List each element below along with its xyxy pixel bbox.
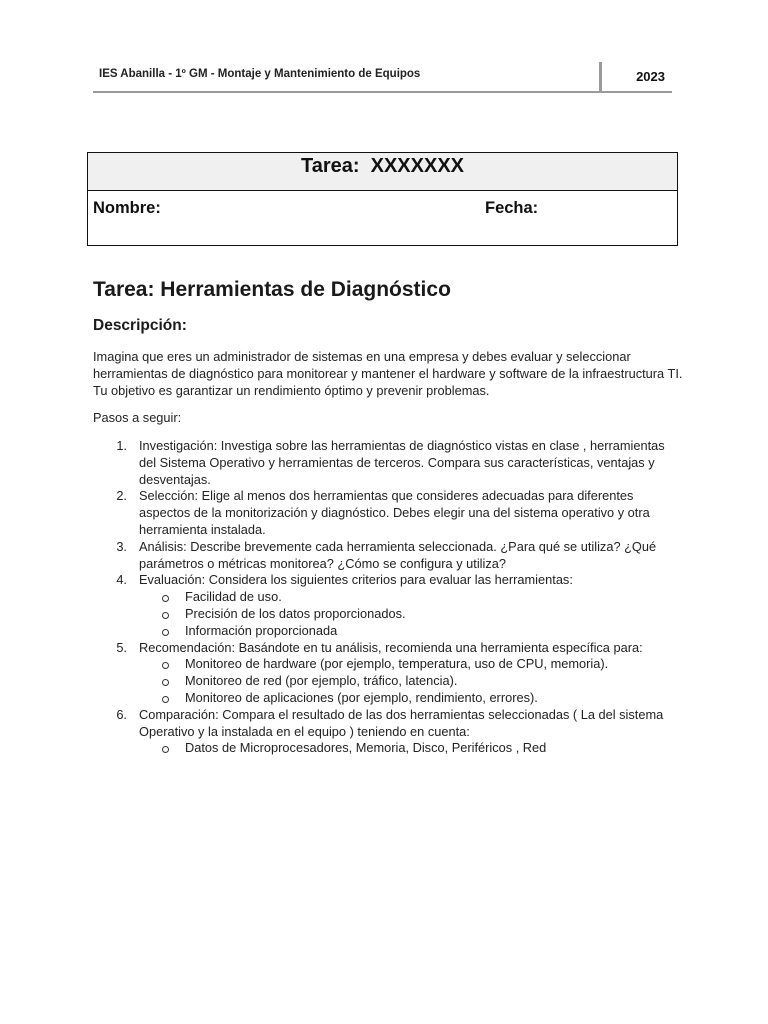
task-title: Tarea: XXXXXXX xyxy=(88,153,677,191)
step-item xyxy=(93,539,683,573)
step-item xyxy=(93,488,683,538)
step-text: Investigación: Investiga sobre las herramientas de diagnóstico vistas en clase , herramientas del Sistema Operativo y herramientas de terceros. Compara sus características, ventajas y desventajas. xyxy=(139,438,665,487)
sub-item xyxy=(139,589,683,606)
bullet-icon xyxy=(162,679,169,686)
header-divider xyxy=(599,62,602,91)
step-number: 4. xyxy=(116,572,127,588)
step-text: Recomendación: Basándote en tu análisis, recomienda una herramienta específica para: xyxy=(139,639,643,655)
step-text: Comparación: Compara el resultado de las dos herramientas seleccionadas ( La del sistema Operativo y la instalada en el equipo ) teniendo en cuenta: xyxy=(139,706,664,739)
sub-item xyxy=(139,606,683,623)
sub-list xyxy=(139,656,683,706)
sub-item-text: Monitoreo de hardware (por ejemplo, temperatura, uso de CPU, memoria). xyxy=(185,656,609,672)
step-item xyxy=(93,640,683,707)
task-fields-row xyxy=(88,191,677,246)
step-text: Análisis: Describe brevemente cada herramienta seleccionada. ¿Para qué se utiliza? ¿Qué parámetros o métricas monitorea? ¿Cómo se configura y utiliza? xyxy=(139,538,657,571)
step-text: Selección: Elige al menos dos herramientas que consideres adecuadas para diferentes aspectos de la monitorización y diagnóstico. Debes elegir una del sistema operativo y otra herramienta instalada. xyxy=(139,488,650,537)
steps-intro: Pasos a seguir: xyxy=(93,410,182,425)
step-number: 6. xyxy=(116,706,127,722)
name-label: Nombre: xyxy=(93,199,161,217)
sub-item xyxy=(139,690,683,707)
step-item xyxy=(93,707,683,757)
page-header xyxy=(93,62,672,93)
steps-list xyxy=(93,438,683,757)
sub-item-text: Información proporcionada xyxy=(185,622,338,638)
step-item xyxy=(93,438,683,488)
bullet-icon xyxy=(162,746,169,753)
bullet-icon xyxy=(162,662,169,669)
date-label: Fecha: xyxy=(485,199,539,217)
sub-list xyxy=(139,589,683,639)
sub-item-text: Monitoreo de aplicaciones (por ejemplo, rendimiento, errores). xyxy=(185,689,538,705)
step-item xyxy=(93,572,683,639)
step-number: 2. xyxy=(116,488,127,504)
sub-item xyxy=(139,656,683,673)
header-institution-text: IES Abanilla - 1º GM - Montaje y Mantenimiento de Equipos xyxy=(99,68,421,80)
sub-list xyxy=(139,740,683,757)
sub-item-text: Datos de Microprocesadores, Memoria, Disco, Periféricos , Red xyxy=(185,740,547,756)
sub-item xyxy=(139,740,683,757)
task-info-box xyxy=(87,152,678,246)
bullet-icon xyxy=(162,629,169,636)
step-number: 3. xyxy=(116,538,127,554)
bullet-icon xyxy=(162,595,169,602)
sub-item-text: Facilidad de uso. xyxy=(185,589,282,605)
page-title: Tarea: Herramientas de Diagnóstico xyxy=(93,278,451,301)
header-year: 2023 xyxy=(636,69,665,84)
step-text: Evaluación: Considera los siguientes criterios para evaluar las herramientas: xyxy=(139,572,573,588)
sub-item xyxy=(139,673,683,690)
bullet-icon xyxy=(162,696,169,703)
step-number: 5. xyxy=(116,639,127,655)
sub-item-text: Monitoreo de red (por ejemplo, tráfico, latencia). xyxy=(185,673,458,689)
sub-item xyxy=(139,623,683,640)
bullet-icon xyxy=(162,612,169,619)
intro-paragraph: Imagina que eres un administrador de sistemas en una empresa y debes evaluar y seleccionar herramientas de diagnóstico para monitorear y mantener el hardware y software de la infraestructura TI. Tu objetivo es garantizar un rendimiento óptimo y prevenir problemas. xyxy=(93,349,683,398)
sub-item-text: Precisión de los datos proporcionados. xyxy=(185,605,406,621)
description-heading: Descripción: xyxy=(93,317,187,334)
step-number: 1. xyxy=(116,438,127,453)
